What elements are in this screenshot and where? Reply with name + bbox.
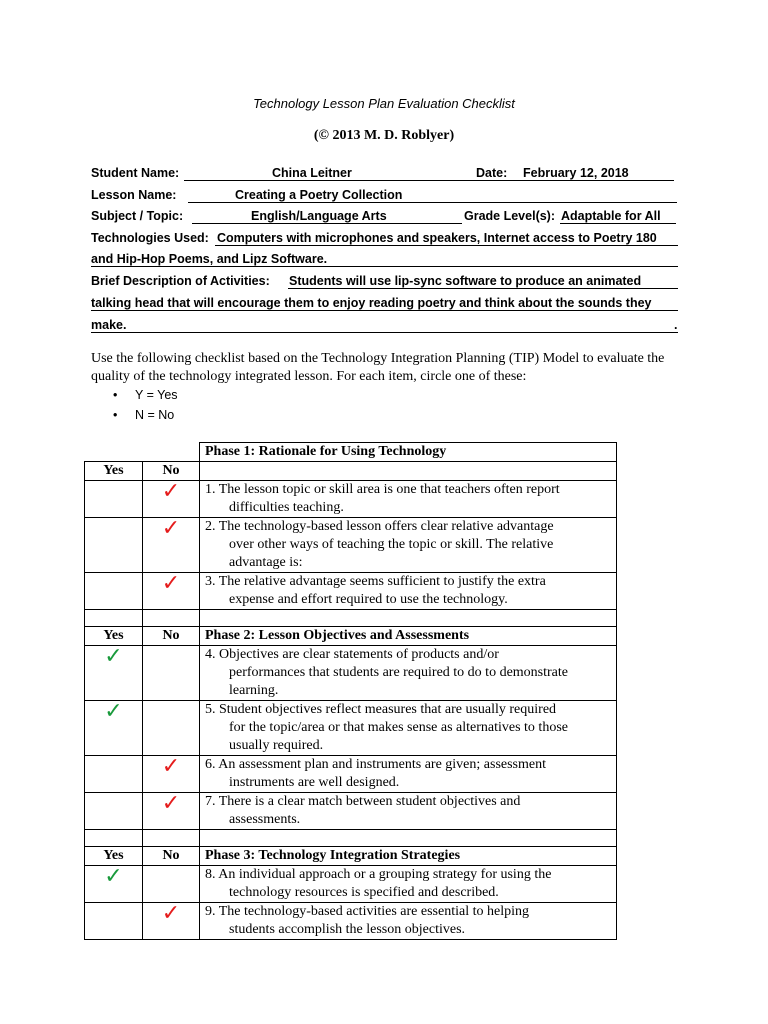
no-answer-cell[interactable] (143, 481, 200, 518)
checklist-item-row (85, 701, 617, 756)
item-continued-line: advantage is: (229, 555, 303, 570)
checkmark-icon: ✓ (161, 791, 181, 816)
item-first-line: 9. The technology-based activities are essential to helping (205, 904, 529, 919)
yes-answer-cell[interactable] (85, 646, 143, 701)
no-answer-cell[interactable] (143, 701, 200, 756)
checklist-item-row (85, 756, 617, 793)
item-continued-line: technology resources is specified and described. (229, 885, 499, 900)
checklist-item-row (85, 518, 617, 573)
checkmark-icon: ✓ (104, 644, 123, 669)
checkmark-icon: ✓ (161, 516, 181, 541)
checkmark-icon: ✓ (104, 699, 123, 724)
checklist-item-text (200, 756, 617, 793)
checkmark-icon: ✓ (104, 864, 123, 889)
no-answer-cell[interactable] (143, 866, 200, 903)
item-continued-line: assessments. (229, 812, 301, 827)
column-header-row (85, 462, 617, 481)
student-date-line (91, 164, 679, 184)
no-answer-cell[interactable] (143, 573, 200, 610)
item-continued-line: learning. (229, 683, 279, 698)
student-name-label: Student Name: (91, 166, 180, 180)
item-first-line: 3. The relative advantage seems sufficient to justify the extra (205, 574, 546, 589)
phase-title: Phase 1: Rationale for Using Technology (200, 443, 617, 462)
item-continued-line: performances that students are required to do to demonstrate (229, 665, 568, 680)
description-line-3 (91, 316, 679, 336)
copyright-line: (© 2013 M. D. Roblyer) (313, 128, 455, 143)
item-continued-line: students accomplish the lesson objectives. (229, 922, 466, 937)
description-line-2 (91, 294, 679, 314)
document-page: Technology Lesson Plan Evaluation Checklist (© 2013 M. D. Roblyer) Student Name: China Leitner Date: February 12, 2018 Lesson Name: Creating a Poetry Collection Subject / Topic: English/Language Arts Grade Level(s): Adaptable for All Technologies Used: Computers with microphones and speakers, Internet access to Poetry 180 and Hip-Hop Poems, and Lipz Software. Brief Description of Activities: Students will use lip-sync software to produce an animated talking head that will encourage them to enjoy reading poetry and think about the sounds they make. . Use the following checklist based on the Technology Integration Planning (TIP) Model to evaluate the quality of the technology integrated lesson. For each item, circle one of these: • Y = Yes • N = No Phase 1: Rationale for Using Technology Yes No ✓ 1. The lesson topic or skill area is one that teachers often report difficulties teaching. ✓ 2. The technology-based lesson offers clear relative advantage over other ways of teaching the topic or skill. The relative advantage is: ✓ 3. The relative advantage seems sufficient to justify the extra expense and effort required to use the technology. Yes No Phase 2: Lesson Objectives and Assessments ✓ 4. Objectives are clear statements of products and/or performances that students are required to do to demonstrate learning. ✓ 5. Student objectives reflect measures that are usually required for the topic/area or that makes sense as alternatives to those usually required. ✓ 6. An assessment plan and instruments are given; assessment instruments are well designed. ✓ 7. There is a clear match between student objectives and assessments. Yes No Phase 3: Technology Integration Strategies ✓ 8. An individual approach or a grouping strategy for using the technology resources is specified and described. ✓ 9. The technology-based activities are essential to helping students accomplish the lesson objectives. (0, 0, 768, 1024)
phase-title: Phase 2: Lesson Objectives and Assessments (200, 627, 617, 646)
date-label: Date: (476, 166, 508, 180)
technologies-label: Technologies Used: (91, 231, 209, 245)
item-first-line: 6. An assessment plan and instruments are given; assessment (205, 757, 546, 772)
checklist-item-text (200, 866, 617, 903)
yes-answer-cell[interactable] (85, 756, 143, 793)
item-first-line: 5. Student objectives reflect measures that are usually required (205, 702, 557, 717)
yes-column-header: Yes (85, 627, 143, 646)
subject-grade-line (91, 207, 679, 227)
item-first-line: 7. There is a clear match between student objectives and (205, 794, 521, 809)
no-answer-cell[interactable] (143, 756, 200, 793)
subject-value: English/Language Arts (251, 209, 387, 223)
no-answer-cell[interactable] (143, 518, 200, 573)
item-first-line: 8. An individual approach or a grouping strategy for using the (205, 867, 552, 882)
yes-answer-cell[interactable] (85, 518, 143, 573)
checklist-item-row (85, 903, 617, 940)
checklist-item-row (85, 573, 617, 610)
yes-answer-cell[interactable] (85, 866, 143, 903)
phase-header-row (85, 627, 617, 646)
item-continued-line: instruments are well designed. (229, 775, 400, 790)
yes-column-header: Yes (85, 462, 143, 481)
yes-answer-cell[interactable] (85, 701, 143, 756)
checkmark-icon: ✓ (161, 901, 181, 926)
yes-answer-cell[interactable] (85, 793, 143, 830)
no-column-header: No (143, 462, 200, 481)
checklist-item-text (200, 646, 617, 701)
no-answer-cell[interactable] (143, 793, 200, 830)
grade-label: Grade Level(s): (464, 209, 556, 223)
yes-answer-cell[interactable] (85, 903, 143, 940)
technologies-line-1 (91, 229, 679, 249)
instructions-paragraph: Use the following checklist based on the Technology Integration Planning (TIP) Model to evaluate the quality of the technology integrated lesson. For each item, circle one of these: (91, 351, 665, 384)
checklist-item-row (85, 481, 617, 518)
description-value-end: make. (91, 318, 127, 332)
item-first-line: 4. Objectives are clear statements of products and/or (205, 647, 499, 662)
item-continued-line: difficulties teaching. (229, 500, 344, 515)
checklist-item-row (85, 793, 617, 830)
checkmark-icon: ✓ (161, 754, 181, 779)
lesson-name-line (91, 186, 679, 206)
description-label: Brief Description of Activities: (91, 274, 270, 288)
no-answer-cell[interactable] (143, 646, 200, 701)
yes-answer-cell[interactable] (85, 573, 143, 610)
checklist-item-text (200, 481, 617, 518)
technologies-value: Computers with microphones and speakers, Internet access to Poetry 180 (217, 231, 657, 245)
description-value-continued: talking head that will encourage them to enjoy reading poetry and think about the sounds they (91, 296, 652, 310)
item-continued-line: over other ways of teaching the topic or skill. The relative (229, 537, 554, 552)
phase-title: Phase 3: Technology Integration Strategies (200, 847, 617, 866)
grade-value: Adaptable for All (561, 209, 661, 223)
yes-column-header: Yes (85, 847, 143, 866)
item-continued-line: usually required. (229, 738, 324, 753)
description-period: . (674, 318, 678, 332)
bullet-icon: • (113, 388, 118, 402)
checkmark-icon: ✓ (161, 571, 181, 596)
checkmark-icon: ✓ (161, 479, 181, 504)
item-continued-line: expense and effort required to use the technology. (229, 592, 508, 607)
checklist-item-text (200, 793, 617, 830)
checklist-item-text (200, 903, 617, 940)
checklist-item-text (200, 701, 617, 756)
spacer-row (85, 610, 617, 627)
item-first-line: 2. The technology-based lesson offers clear relative advantage (205, 519, 554, 534)
phase-header-row (85, 847, 617, 866)
subject-label: Subject / Topic: (91, 209, 184, 223)
phase-header-row (85, 443, 617, 462)
no-column-header: No (143, 627, 200, 646)
spacer-row (85, 830, 617, 847)
technologies-value-continued: and Hip-Hop Poems, and Lipz Software. (91, 252, 328, 266)
no-answer-cell[interactable] (143, 903, 200, 940)
no-column-header: No (143, 847, 200, 866)
lesson-name-value: Creating a Poetry Collection (235, 188, 403, 202)
bullet-icon: • (113, 408, 118, 422)
item-continued-line: for the topic/area or that makes sense as alternatives to those (229, 720, 568, 735)
date-value: February 12, 2018 (523, 166, 629, 180)
technologies-line-2 (91, 250, 679, 270)
checklist-item-row (85, 646, 617, 701)
lesson-name-label: Lesson Name: (91, 188, 177, 202)
description-line-1 (91, 272, 679, 292)
item-first-line: 1. The lesson topic or skill area is one that teachers often report (205, 482, 560, 497)
document-title: Technology Lesson Plan Evaluation Checklist (253, 96, 515, 111)
yes-answer-cell[interactable] (85, 481, 143, 518)
student-name-value: China Leitner (272, 166, 352, 180)
checklist-item-text (200, 573, 617, 610)
checklist-item-text (200, 518, 617, 573)
checklist-item-row (85, 866, 617, 903)
evaluation-checklist-table (84, 442, 617, 940)
description-value: Students will use lip-sync software to produce an animated (289, 274, 642, 288)
